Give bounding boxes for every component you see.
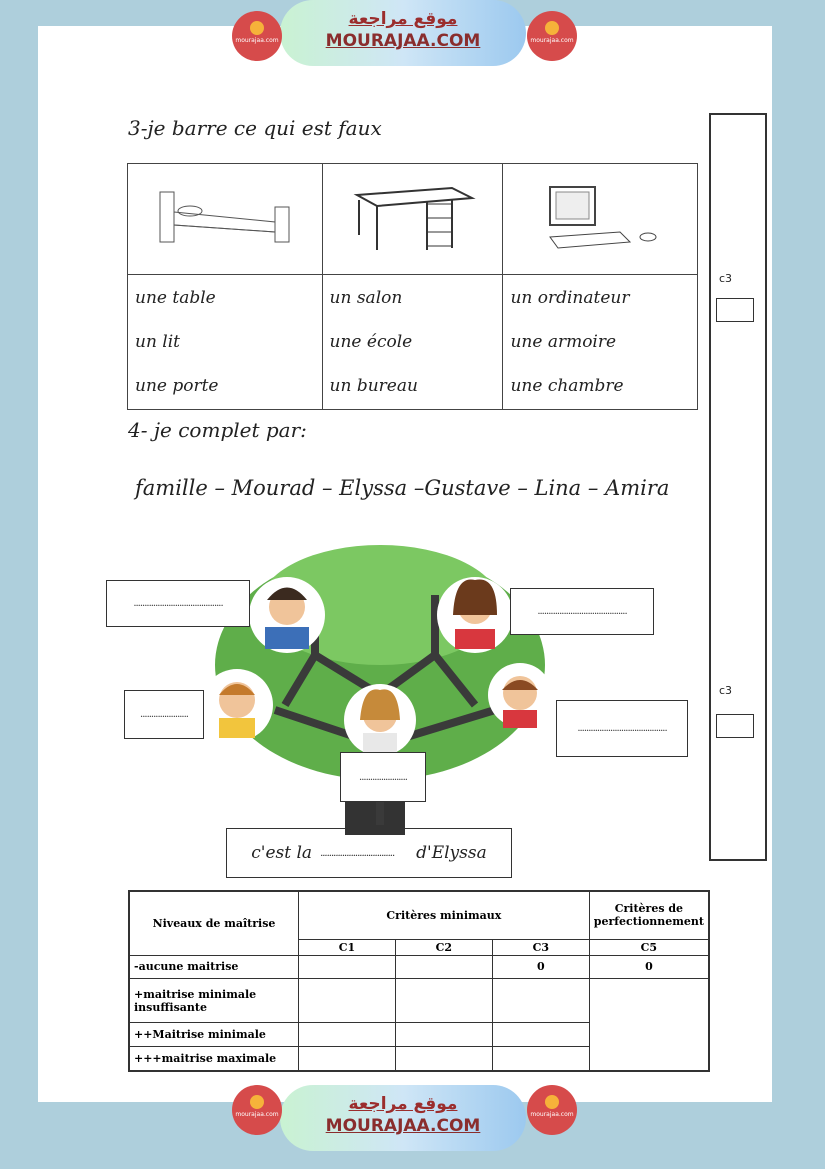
cell[interactable]: 0 (589, 955, 709, 979)
site-logo-icon: mourajaa.com (527, 11, 577, 61)
site-logo-icon: mourajaa.com (232, 1085, 282, 1135)
criteria-table (128, 890, 710, 1072)
cell[interactable] (395, 955, 492, 979)
sentence-suffix: d'Elyssa (416, 843, 487, 863)
top-banner[interactable] (280, 0, 526, 66)
sentence-prefix: c'est la (251, 843, 313, 863)
choices-column-3 (503, 275, 698, 410)
header-levels: Niveaux de maîtrise (129, 891, 299, 955)
word-bank: famille – Mourad – Elyssa –Gustave – Lina – Amira (135, 476, 670, 500)
boy-name-blank[interactable]: ...................... (124, 690, 204, 739)
row-label: ++Maitrise minimale (129, 1022, 299, 1046)
bottom-banner[interactable] (280, 1085, 526, 1151)
mother-name-blank[interactable]: ......................................... (510, 588, 654, 635)
bed-image (128, 164, 323, 275)
choices-column-2 (322, 275, 503, 410)
header-perfection: Critères de perfectionnement (589, 891, 709, 939)
col-c1: C1 (299, 939, 396, 955)
cell[interactable] (492, 1046, 589, 1071)
choice-word[interactable]: un ordinateur (510, 288, 630, 308)
exercise-3-title: 3-je barre ce qui est faux (128, 116, 382, 140)
choice-word[interactable]: une chambre (510, 376, 624, 396)
header-minimal: Critères minimaux (299, 891, 590, 939)
col-c5: C5 (589, 939, 709, 955)
exercise-4-title: 4- je complet par: (128, 418, 307, 442)
girl-avatar (344, 684, 416, 756)
cell[interactable] (299, 1046, 396, 1071)
row-label: +++maitrise maximale (129, 1046, 299, 1071)
father-name-blank[interactable]: ......................................... (106, 580, 250, 627)
cell[interactable] (395, 979, 492, 1022)
exercise-3-table (127, 163, 698, 410)
cell[interactable] (299, 955, 396, 979)
computer-icon (530, 182, 670, 252)
cell[interactable] (395, 1022, 492, 1046)
desk-icon (347, 180, 477, 255)
banner-site-link[interactable]: MOURAJAA.COM (325, 1116, 481, 1136)
criterion-label: c3 (719, 272, 733, 285)
choice-word[interactable]: une table (135, 288, 216, 308)
cell[interactable] (299, 1022, 396, 1046)
site-logo-icon: mourajaa.com (527, 1085, 577, 1135)
banner-arabic-text: موقع مراجعة (348, 1094, 458, 1114)
row-label: +maitrise minimale insuffisante (129, 979, 299, 1022)
choice-word[interactable]: une porte (135, 376, 219, 396)
cell[interactable] (492, 979, 589, 1022)
baby-name-blank[interactable]: ......................................... (556, 700, 688, 757)
choice-word[interactable]: un lit (135, 332, 181, 352)
score-box[interactable] (716, 298, 754, 322)
cell[interactable] (395, 1046, 492, 1071)
sentence-completion (226, 828, 512, 878)
col-c2: C2 (395, 939, 492, 955)
cell[interactable] (589, 979, 709, 1071)
choice-word[interactable]: une armoire (510, 332, 617, 352)
father-avatar (249, 577, 325, 653)
criterion-label: c3 (719, 684, 733, 697)
desk-image (322, 164, 503, 275)
row-label: -aucune maitrise (129, 955, 299, 979)
score-box[interactable] (716, 714, 754, 738)
choices-column-1 (128, 275, 323, 410)
cell[interactable]: 0 (492, 955, 589, 979)
col-c3: C3 (492, 939, 589, 955)
sentence-blank[interactable]: .................................. (320, 847, 395, 859)
banner-site-link[interactable]: MOURAJAA.COM (325, 31, 481, 51)
cell[interactable] (299, 979, 396, 1022)
cell[interactable] (492, 1022, 589, 1046)
site-logo-icon: mourajaa.com (232, 11, 282, 61)
choice-word[interactable]: un salon (329, 288, 403, 308)
banner-arabic-text: موقع مراجعة (348, 9, 458, 29)
choice-word[interactable]: une école (329, 332, 413, 352)
girl-name-blank[interactable]: ...................... (340, 752, 426, 802)
computer-image (503, 164, 698, 275)
mother-avatar (437, 577, 513, 653)
bed-icon (155, 187, 295, 247)
score-sidebar (709, 113, 767, 861)
choice-word[interactable]: un bureau (329, 376, 418, 396)
